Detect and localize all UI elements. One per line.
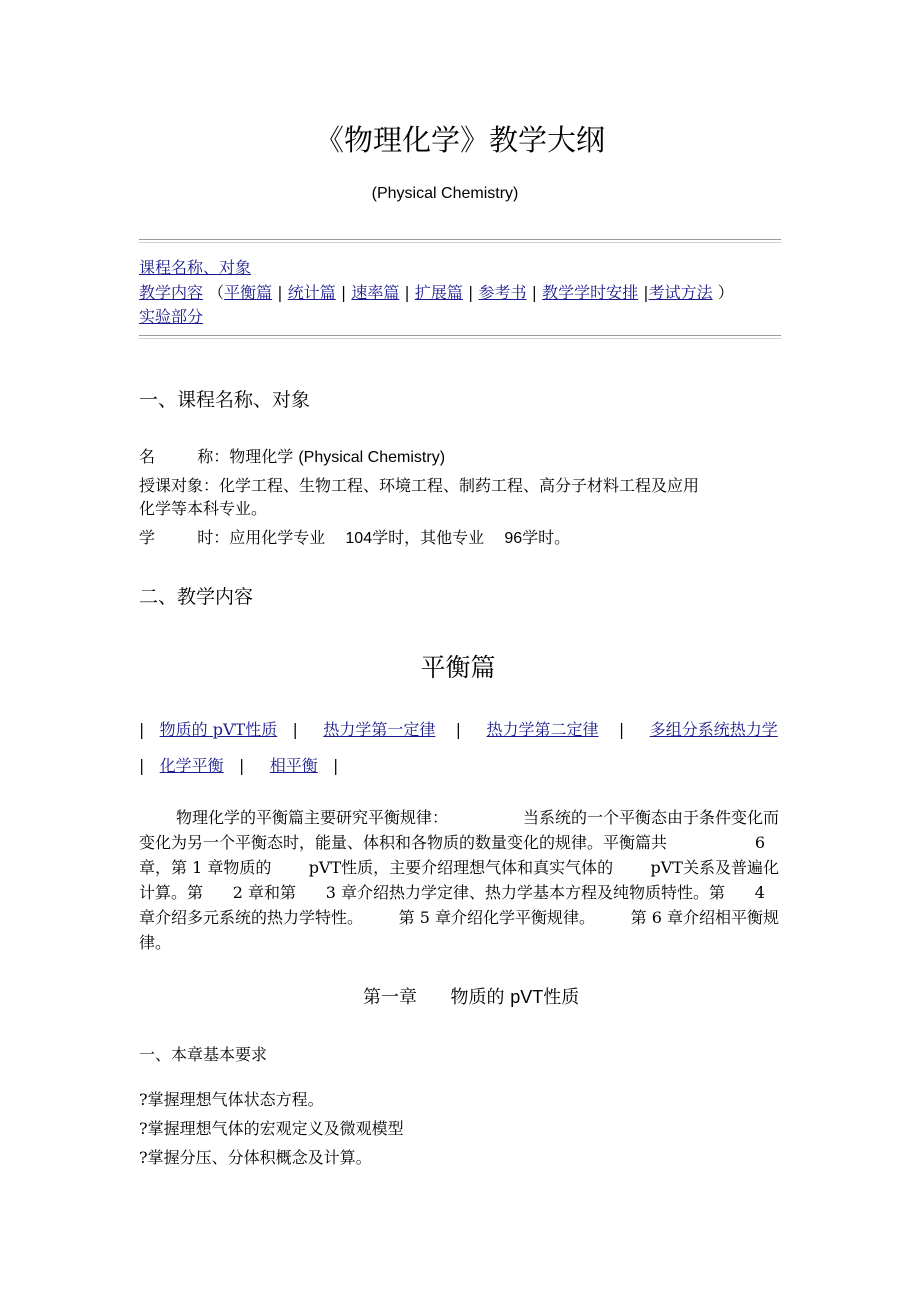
course-name-en: (Physical Chemistry) [298,449,446,466]
course-name-row [139,444,445,467]
paragraph-segment: pVT关系及普遍化 [650,858,779,877]
chapter-title-pvt: pVT性质 [510,987,580,1007]
paragraph-line [139,805,779,830]
requirement-item: ?掌握理想气体状态方程。 [139,1090,324,1109]
requirement-item: ?掌握理想气体的宏观定义及微观模型 [139,1119,404,1138]
toc-link-statistics[interactable]: 统计篇 [287,283,336,302]
chapter-link-phase-equilibrium[interactable]: 相平衡 [269,756,318,775]
toc-link-lab[interactable]: 实验部分 [139,307,204,326]
toc-separator: | [468,283,474,302]
toc-link-extension[interactable]: 扩展篇 [414,283,463,302]
paragraph-segment: 2 章和第 [232,883,297,902]
toc-separator: | [404,283,410,302]
toc-link-hours[interactable]: 教学学时安排 [542,283,639,302]
paragraph-segment: 第 5 章介绍化学平衡规律。 [398,908,595,927]
toc-separator: | [643,283,649,302]
toc-link-equilibrium[interactable]: 平衡篇 [224,283,273,302]
paragraph-segment: 4 [754,883,765,902]
chapter-link-chemical-equilibrium[interactable]: 化学平衡 [159,756,224,775]
chapter-title [363,983,579,1009]
chapter-links-row-1 [139,717,778,740]
toc-paren-close: ） [717,283,734,302]
chapter-link-separator: | [292,720,298,739]
chapter-link-separator: | [455,720,462,739]
bottom-divider [139,335,781,339]
paragraph-segment: pVT性质，主要介绍理想气体和真实气体的 [308,858,614,877]
paragraph-segment: 当系统的一个平衡态由于条件变化而 [522,808,779,827]
chapter-link-separator: | [618,720,625,739]
hours-label-a: 学 [139,528,156,547]
toc-link-references[interactable]: 参考书 [478,283,527,302]
hours-end: 学时。 [522,528,571,547]
paragraph-segment: 律。 [139,933,172,952]
hours-mid: 学时，其他专业 [372,528,485,547]
hours-number-1: 104 [345,530,373,547]
section-heading-content: 二、教学内容 [139,586,254,608]
chapter-link-pvt[interactable]: 物质的 pVT性质 [159,720,278,739]
paragraph-line [139,855,779,880]
toc-line-2 [139,280,734,303]
toc-separator: | [531,283,537,302]
paragraph-segment: 物理化学的平衡篇主要研究平衡规律： [176,808,449,827]
toc-separator: | [340,283,347,302]
toc-line-1 [139,255,251,278]
course-hours-row [139,525,570,548]
requirements-heading: 一、本章基本要求 [139,1045,268,1064]
chapter-link-separator: | [139,756,145,775]
top-divider [139,239,781,243]
chapter-link-multicomponent[interactable]: 多组分系统热力学 [649,720,778,739]
chapter-link-second-law[interactable]: 热力学第二定律 [486,720,599,739]
hours-label-b: 时：应用化学专业 [197,528,326,547]
toc-link-exam[interactable]: 考试方法 [648,283,713,302]
section-heading-course: 一、课程名称、对象 [139,389,311,411]
course-name-value: 物理化学 [229,447,294,466]
part-title: 平衡篇 [420,653,496,682]
hours-number-2: 96 [504,530,523,547]
toc-line-3 [139,304,203,327]
paragraph-segment: 变化为另一个平衡态时，能量、体积和各物质的数量变化的规律。平衡篇共 [139,833,668,852]
paragraph-segment: 第 6 章介绍相平衡规 [630,908,779,927]
requirement-item: ?掌握分压、分体积概念及计算。 [139,1148,372,1167]
chapter-link-separator: | [333,756,339,775]
chapter-links-row-2 [139,753,338,776]
paragraph-line [139,830,779,855]
name-label-a: 名 [139,447,156,466]
toc-link-content[interactable]: 教学内容 [139,283,204,302]
toc-paren-open: （ [208,283,225,302]
paragraph-segment: 章介绍多元系统的热力学特性。 [139,908,364,927]
part-intro-paragraph [139,805,779,955]
name-label-b: 称： [197,447,230,466]
chapter-link-first-law[interactable]: 热力学第一定律 [323,720,436,739]
chapter-link-separator: | [139,720,145,739]
page-title: 《物理化学》教学大纲 [314,123,605,157]
paragraph-line [139,880,779,905]
chapter-link-separator: | [238,756,245,775]
page-subtitle: (Physical Chemistry) [371,185,519,202]
course-target-line-1: 授课对象：化学工程、生物工程、环境工程、制药工程、高分子材料工程及应用 [139,476,700,495]
chapter-number: 第一章 [363,987,417,1008]
paragraph-segment: 章，第 1 章物质的 [139,858,272,877]
course-target-line-2: 化学等本科专业。 [139,499,268,518]
paragraph-segment: 6 [754,833,765,852]
paragraph-segment: 3 章介绍热力学定律、热力学基本方程及纯物质特性。第 [325,883,726,902]
paragraph-segment: 计算。第 [139,883,204,902]
toc-separator: | [277,283,283,302]
toc-link-course[interactable]: 课程名称、对象 [139,258,252,277]
paragraph-line [139,905,779,930]
chapter-title-text: 物质的 [450,987,505,1008]
toc-link-rate[interactable]: 速率篇 [351,283,400,302]
paragraph-line [139,930,779,955]
